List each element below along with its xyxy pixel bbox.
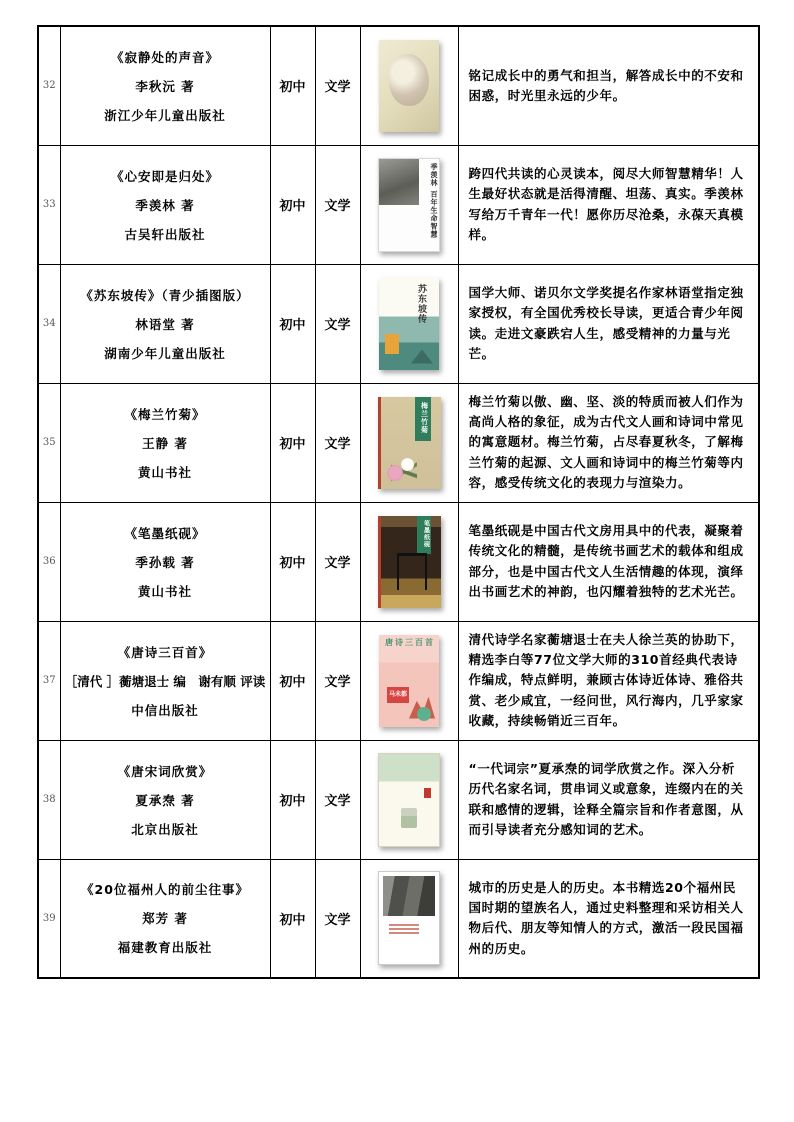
book-author: 郑芳 著 bbox=[142, 911, 188, 927]
row-number: 34 bbox=[38, 264, 60, 383]
book-author: 夏承焘 著 bbox=[135, 792, 195, 808]
grade-cell: 初中 bbox=[270, 26, 315, 145]
book-cover-image bbox=[378, 397, 441, 489]
book-publisher: 中信出版社 bbox=[131, 702, 199, 718]
table-row bbox=[38, 502, 759, 621]
book-info-cell bbox=[60, 859, 270, 978]
book-cover-image bbox=[378, 753, 440, 847]
cover-badge-text: 马未都 bbox=[387, 687, 409, 703]
cover-photo bbox=[379, 159, 419, 205]
book-publisher: 浙江少年儿童出版社 bbox=[104, 107, 226, 123]
book-description: 梅兰竹菊以傲、幽、坚、淡的特质而被人们作为高尚人格的象征，成为古代文人画和诗词中常见的寓意题材。梅兰竹菊，占尽春夏秋冬，了解梅兰竹菊的起源、文人画和诗词中的梅兰竹菊等内容，感受传统文化的表现力与渲染力。 bbox=[468, 393, 744, 490]
grade-cell: 初中 bbox=[270, 383, 315, 502]
cover-cell bbox=[360, 145, 458, 264]
cover-cell bbox=[360, 26, 458, 145]
book-title: 《寂静处的声音》 bbox=[110, 49, 219, 65]
cover-illustration bbox=[417, 707, 431, 721]
grade-cell: 初中 bbox=[270, 621, 315, 740]
description-cell bbox=[458, 26, 759, 145]
book-publisher: 福建教育出版社 bbox=[117, 940, 213, 956]
book-title: 《心安即是归处》 bbox=[110, 168, 219, 184]
table-row bbox=[38, 264, 759, 383]
category-cell: 文学 bbox=[315, 621, 360, 740]
description-cell bbox=[458, 145, 759, 264]
book-publisher: 古吴轩出版社 bbox=[124, 226, 206, 242]
cover-illustration bbox=[401, 808, 417, 828]
table-row bbox=[38, 383, 759, 502]
cover-seal bbox=[424, 788, 431, 798]
category-cell: 文学 bbox=[315, 26, 360, 145]
cover-caption-text bbox=[389, 924, 419, 934]
book-author: 季孙载 著 bbox=[135, 554, 195, 570]
grade-cell: 初中 bbox=[270, 145, 315, 264]
cover-flower bbox=[387, 465, 403, 481]
cover-cell bbox=[360, 383, 458, 502]
category-cell: 文学 bbox=[315, 145, 360, 264]
cover-cell bbox=[360, 859, 458, 978]
book-description: 跨四代共读的心灵读本，阅尽大师智慧精华！人生最好状态就是活得清醒、坦荡、真实。季羡林写给万千青年一代！愿你历尽沧桑，永葆天真模样。 bbox=[468, 166, 744, 242]
row-number: 36 bbox=[38, 502, 60, 621]
book-cover-image bbox=[378, 158, 440, 252]
book-title: 《唐宋词欣赏》 bbox=[117, 763, 213, 779]
table-row bbox=[38, 145, 759, 264]
book-cover-image bbox=[379, 40, 439, 132]
cover-title-text: 季羡林 百年生命智慧 bbox=[430, 162, 438, 238]
grade-cell: 初中 bbox=[270, 264, 315, 383]
category-cell: 文学 bbox=[315, 502, 360, 621]
book-cover-image bbox=[379, 278, 439, 370]
table-row bbox=[38, 740, 759, 859]
book-publisher: 黄山书社 bbox=[137, 583, 192, 599]
book-title: 《苏东坡传》（青少插图版） bbox=[80, 287, 250, 303]
cover-cell bbox=[360, 621, 458, 740]
book-description: “一代词宗”夏承焘的词学欣赏之作。深入分析历代名家名词，贯串词义或意象，连缀内在的关联和感情的逻辑，诠释全篇宗旨和作者意图，从而引导读者充分感知词的艺术。 bbox=[468, 761, 744, 837]
cover-flower bbox=[401, 458, 414, 471]
category-cell: 文学 bbox=[315, 383, 360, 502]
book-author: 季羡林 著 bbox=[135, 197, 195, 213]
cover-title-text: 苏东坡传 bbox=[416, 283, 426, 324]
description-cell bbox=[458, 383, 759, 502]
table-row bbox=[38, 26, 759, 145]
category-cell: 文学 bbox=[315, 740, 360, 859]
book-description: 国学大师、诺贝尔文学奖提名作家林语堂指定独家授权，有全国优秀校长导读，更适合青少年阅读。走进文豪跌宕人生，感受精神的力量与光芒。 bbox=[468, 285, 744, 361]
row-number: 38 bbox=[38, 740, 60, 859]
grade-cell: 初中 bbox=[270, 502, 315, 621]
cover-cell bbox=[360, 264, 458, 383]
book-description: 笔墨纸砚是中国古代文房用具中的代表，凝聚着传统文化的精髓，是传统书画艺术的载体和组成部分，也是中国古代文人生活情趣的体现，演绎出书画艺术的神韵，也闪耀着独特的艺术光芒。 bbox=[468, 523, 744, 599]
book-info-cell bbox=[60, 383, 270, 502]
cover-illustration bbox=[411, 350, 433, 364]
description-cell bbox=[458, 502, 759, 621]
category-cell: 文学 bbox=[315, 859, 360, 978]
book-cover-image bbox=[378, 516, 441, 608]
cover-title-text: 笔墨纸砚 bbox=[422, 519, 430, 548]
cover-title-text: 梅兰竹菊 bbox=[420, 401, 429, 434]
cover-photo bbox=[383, 876, 435, 916]
row-number: 33 bbox=[38, 145, 60, 264]
book-publisher: 北京出版社 bbox=[131, 821, 199, 837]
book-description: 铭记成长中的勇气和担当，解答成长中的不安和困惑，时光里永远的少年。 bbox=[468, 67, 744, 103]
book-publisher: 黄山书社 bbox=[137, 464, 192, 480]
book-author: 王静 著 bbox=[142, 435, 188, 451]
description-cell bbox=[458, 264, 759, 383]
book-author: 李秋沅 著 bbox=[135, 78, 195, 94]
cover-cell bbox=[360, 502, 458, 621]
book-description: 城市的历史是人的历史。本书精选20个福州民国时期的望族名人，通过史料整理和采访相关人物后代、朋友等知情人的方式，激活一段民国福州的历史。 bbox=[468, 879, 744, 956]
row-number: 39 bbox=[38, 859, 60, 978]
cover-illustration bbox=[397, 553, 427, 590]
book-cover-image bbox=[379, 635, 439, 727]
row-number: 32 bbox=[38, 26, 60, 145]
grade-cell: 初中 bbox=[270, 859, 315, 978]
description-cell bbox=[458, 859, 759, 978]
description-cell bbox=[458, 740, 759, 859]
book-info-cell bbox=[60, 26, 270, 145]
row-number: 37 bbox=[38, 621, 60, 740]
cover-illustration bbox=[389, 54, 429, 106]
category-cell: 文学 bbox=[315, 264, 360, 383]
book-title: 《笔墨纸砚》 bbox=[124, 525, 206, 541]
book-info-cell bbox=[60, 264, 270, 383]
cover-title-text: 唐诗三百首 bbox=[385, 637, 435, 647]
book-info-cell bbox=[60, 145, 270, 264]
grade-cell: 初中 bbox=[270, 740, 315, 859]
description-cell bbox=[458, 621, 759, 740]
reading-list-page bbox=[37, 25, 760, 979]
book-info-cell bbox=[60, 502, 270, 621]
cover-illustration bbox=[385, 334, 399, 354]
table-row bbox=[38, 859, 759, 978]
book-table bbox=[37, 25, 760, 979]
book-info-cell bbox=[60, 740, 270, 859]
table-row bbox=[38, 621, 759, 740]
book-author: ［清代 ］蘅塘退士 编 谢有顺 评读 bbox=[64, 673, 266, 689]
book-title: 《梅兰竹菊》 bbox=[124, 406, 206, 422]
book-author: 林语堂 著 bbox=[135, 316, 195, 332]
book-description: 清代诗学名家蘅塘退士在夫人徐兰英的协助下，精选李白等77位文学大师的310首经典代表诗作编成，特点鲜明，兼顾古体诗近体诗、雅俗共赏、老少咸宜，一经问世，风行海内，几乎家家收藏，持续畅销近三百年。 bbox=[468, 631, 744, 728]
book-info-cell bbox=[60, 621, 270, 740]
book-cover-image bbox=[378, 871, 440, 965]
cover-cell bbox=[360, 740, 458, 859]
row-number: 35 bbox=[38, 383, 60, 502]
book-title: 《20位福州人的前尘往事》 bbox=[81, 882, 249, 898]
book-title: 《唐诗三百首》 bbox=[117, 644, 213, 660]
book-publisher: 湖南少年儿童出版社 bbox=[104, 345, 226, 361]
